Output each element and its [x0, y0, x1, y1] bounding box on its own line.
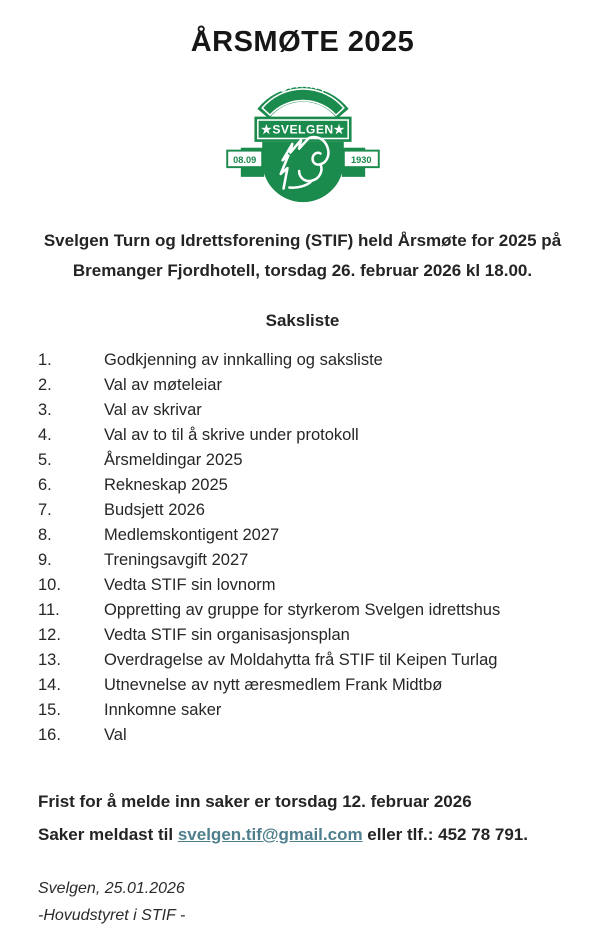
- contact-line: [38, 818, 605, 851]
- contact-suffix: eller tlf.: 452 78 791.: [362, 825, 528, 844]
- intro-paragraph: [0, 226, 605, 286]
- footer-notice: [0, 785, 605, 851]
- agenda-item-number: 6.: [38, 476, 52, 494]
- list-item: [0, 473, 605, 498]
- list-item: [0, 673, 605, 698]
- agenda-item-text: Årsmeldingar 2025: [104, 451, 243, 469]
- agenda-item-number: 15.: [38, 701, 61, 719]
- agenda-item-text: Medlemskontigent 2027: [104, 526, 280, 544]
- email-link[interactable]: svelgen.tif@gmail.com: [177, 825, 363, 844]
- agenda-item-text: Vedta STIF sin lovnorm: [104, 576, 276, 594]
- list-item: [0, 623, 605, 648]
- logo-container: [0, 70, 605, 206]
- list-item: [0, 598, 605, 623]
- list-item: [0, 398, 605, 423]
- agenda-item-number: 13.: [38, 651, 61, 669]
- agenda-item-text: Val av skrivar: [104, 401, 202, 419]
- deadline-line: Frist for å melde inn saker er torsdag 12. februar 2026: [38, 792, 472, 811]
- agenda-item-text: Overdragelse av Moldahytta frå STIF til Keipen Turlag: [104, 651, 498, 669]
- agenda-item-text: Rekneskap 2025: [104, 476, 228, 494]
- logo-org-abbr: S.T.I.F.: [276, 78, 329, 96]
- agenda-item-text: Treningsavgift 2027: [104, 551, 249, 569]
- agenda-item-text: Oppretting av gruppe for styrkerom Svelgen idrettshus: [104, 601, 501, 619]
- agenda-item-text: Utnevnelse av nytt æresmedlem Frank Midtbø: [104, 676, 443, 694]
- list-item: [0, 498, 605, 523]
- agenda-item-number: 10.: [38, 576, 61, 594]
- agenda-item-number: 11.: [38, 601, 60, 619]
- agenda-item-text: Val av møteleiar: [104, 376, 222, 394]
- list-item: [0, 373, 605, 398]
- agenda-item-number: 5.: [38, 451, 52, 469]
- agenda-item-text: Val av to til å skrive under protokoll: [104, 426, 359, 444]
- list-item: [0, 648, 605, 673]
- list-item: [0, 448, 605, 473]
- contact-prefix: Saker meldast til: [38, 825, 178, 844]
- agenda-item-number: 14.: [38, 676, 61, 694]
- agenda-item-text: Budsjett 2026: [104, 501, 205, 519]
- agenda-item-number: 9.: [38, 551, 52, 569]
- logo-date-left: 08.09: [232, 154, 256, 165]
- agenda-item-number: 4.: [38, 426, 52, 444]
- list-item: [0, 723, 605, 748]
- intro-line-1: Svelgen Turn og Idrettsforening (STIF) held Årsmøte for 2025 på: [43, 231, 562, 250]
- agenda-item-number: 1.: [38, 351, 52, 369]
- agenda-item-text: Val: [104, 726, 127, 744]
- agenda-heading: Saksliste: [265, 311, 340, 330]
- logo-org-name: ★SVELGEN★: [260, 122, 345, 137]
- agenda-item-number: 12.: [38, 626, 61, 644]
- list-item: [0, 548, 605, 573]
- list-item: [0, 698, 605, 723]
- list-item: [0, 423, 605, 448]
- logo-date-right: 1930: [350, 154, 372, 165]
- signature-block: [0, 875, 605, 929]
- agenda-item-text: Godkjenning av innkalling og saksliste: [104, 351, 383, 369]
- agenda-item-number: 8.: [38, 526, 52, 544]
- stif-logo: [225, 70, 381, 206]
- list-item: [0, 348, 605, 373]
- agenda-item-number: 16.: [38, 726, 61, 744]
- agenda-item-number: 3.: [38, 401, 52, 419]
- agenda-item-number: 2.: [38, 376, 52, 394]
- agenda-list: [0, 348, 605, 748]
- list-item: [0, 523, 605, 548]
- agenda-item-text: Innkomne saker: [104, 701, 222, 719]
- page-title: ÅRSMØTE 2025: [190, 26, 415, 58]
- intro-line-2: Bremanger Fjordhotell, torsdag 26. februar 2026 kl 18.00.: [72, 261, 533, 280]
- list-item: [0, 573, 605, 598]
- logo-shield: [262, 142, 344, 202]
- agenda-item-number: 7.: [38, 501, 52, 519]
- signature-board: -Hovudstyret i STIF -: [38, 907, 186, 924]
- agenda-item-text: Vedta STIF sin organisasjonsplan: [104, 626, 350, 644]
- signature-place-date: Svelgen, 25.01.2026: [38, 880, 185, 897]
